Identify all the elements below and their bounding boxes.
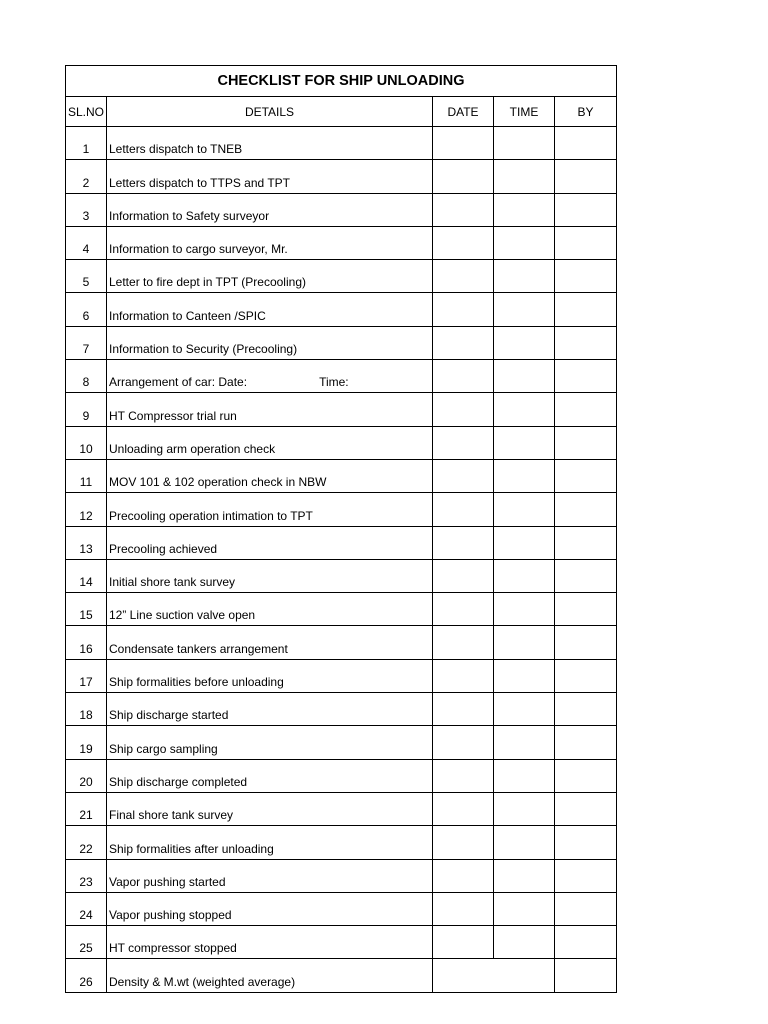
time-cell[interactable] — [494, 726, 555, 759]
by-cell[interactable] — [555, 926, 617, 959]
details-text: 12” Line suction valve open — [109, 608, 256, 623]
date-cell[interactable] — [433, 759, 494, 792]
by-cell[interactable] — [555, 826, 617, 859]
date-time-cell[interactable] — [433, 959, 555, 992]
details-text: Arrangement of car: Date: — [109, 375, 248, 390]
time-cell[interactable] — [494, 559, 555, 592]
by-cell[interactable] — [555, 360, 617, 393]
by-cell[interactable] — [555, 726, 617, 759]
table-row — [66, 193, 617, 226]
details-text: Precooling operation intimation to TPT — [109, 508, 313, 523]
time-cell[interactable] — [494, 626, 555, 659]
table-row — [66, 426, 617, 459]
row-number: 24 — [66, 892, 107, 925]
table-row — [66, 792, 617, 825]
by-cell[interactable] — [555, 493, 617, 526]
details-text: Information to Canteen /SPIC — [109, 308, 266, 323]
by-cell[interactable] — [555, 659, 617, 692]
row-number: 26 — [66, 959, 107, 992]
time-cell[interactable] — [494, 593, 555, 626]
row-details — [107, 127, 433, 160]
row-number: 3 — [66, 193, 107, 226]
by-cell[interactable] — [555, 459, 617, 492]
time-cell[interactable] — [494, 659, 555, 692]
row-number: 18 — [66, 693, 107, 726]
row-number: 6 — [66, 293, 107, 326]
row-number: 9 — [66, 393, 107, 426]
by-cell[interactable] — [555, 426, 617, 459]
date-cell[interactable] — [433, 693, 494, 726]
row-details — [107, 293, 433, 326]
table-row — [66, 360, 617, 393]
row-details — [107, 892, 433, 925]
details-text: HT Compressor trial run — [109, 408, 237, 423]
table-row — [66, 160, 617, 193]
by-cell[interactable] — [555, 160, 617, 193]
details-text: MOV 101 & 102 operation check in NBW — [109, 475, 327, 490]
checklist-sheet — [65, 65, 617, 993]
date-cell[interactable] — [433, 193, 494, 226]
details-text: Information to Safety surveyor — [109, 208, 270, 223]
row-details — [107, 593, 433, 626]
row-details — [107, 559, 433, 592]
date-cell[interactable] — [433, 293, 494, 326]
time-cell[interactable] — [494, 393, 555, 426]
details-text: Ship discharge started — [109, 708, 229, 723]
row-number: 10 — [66, 426, 107, 459]
row-details — [107, 826, 433, 859]
row-details — [107, 426, 433, 459]
date-cell[interactable] — [433, 726, 494, 759]
header-date: DATE — [433, 97, 494, 127]
details-text: Information to cargo surveyor, Mr. — [109, 242, 288, 257]
details-text: Final shore tank survey — [109, 808, 234, 823]
time-cell[interactable] — [494, 226, 555, 259]
header-time: TIME — [494, 97, 555, 127]
table-row — [66, 226, 617, 259]
row-details — [107, 726, 433, 759]
row-number: 4 — [66, 226, 107, 259]
date-cell[interactable] — [433, 892, 494, 925]
row-number: 7 — [66, 326, 107, 359]
details-text: Ship cargo sampling — [109, 741, 218, 756]
table-row — [66, 859, 617, 892]
time-cell[interactable] — [494, 160, 555, 193]
by-cell[interactable] — [555, 693, 617, 726]
table-row — [66, 892, 617, 925]
row-number: 11 — [66, 459, 107, 492]
by-cell[interactable] — [555, 260, 617, 293]
row-details — [107, 393, 433, 426]
table-row — [66, 659, 617, 692]
date-cell[interactable] — [433, 659, 494, 692]
date-cell[interactable] — [433, 326, 494, 359]
row-details — [107, 659, 433, 692]
date-cell[interactable] — [433, 926, 494, 959]
by-cell[interactable] — [555, 892, 617, 925]
table-row — [66, 127, 617, 160]
time-cell[interactable] — [494, 892, 555, 925]
date-cell[interactable] — [433, 526, 494, 559]
row-details — [107, 792, 433, 825]
table-row — [66, 593, 617, 626]
by-cell[interactable] — [555, 193, 617, 226]
details-text: Letter to fire dept in TPT (Precooling) — [109, 275, 306, 290]
row-number: 22 — [66, 826, 107, 859]
row-number: 17 — [66, 659, 107, 692]
date-cell[interactable] — [433, 360, 494, 393]
details-text: Ship discharge completed — [109, 774, 248, 789]
details-text: HT compressor stopped — [109, 941, 237, 956]
header-sl-no: SL.NO — [66, 97, 107, 127]
time-cell[interactable] — [494, 459, 555, 492]
by-cell[interactable] — [555, 559, 617, 592]
date-cell[interactable] — [433, 559, 494, 592]
date-cell[interactable] — [433, 459, 494, 492]
row-details — [107, 493, 433, 526]
details-text: Precooling achieved — [109, 541, 218, 556]
table-row — [66, 926, 617, 959]
details-text: Ship formalities before unloading — [109, 675, 284, 690]
row-details — [107, 693, 433, 726]
row-details — [107, 360, 433, 393]
date-cell[interactable] — [433, 393, 494, 426]
details-text: Letters dispatch to TTPS and TPT — [109, 175, 290, 190]
row-details — [107, 260, 433, 293]
time-cell[interactable] — [494, 193, 555, 226]
checklist-table — [65, 65, 617, 993]
time-cell[interactable] — [494, 493, 555, 526]
date-cell[interactable] — [433, 426, 494, 459]
row-details — [107, 959, 433, 992]
row-details — [107, 160, 433, 193]
details-text: Vapor pushing stopped — [109, 908, 232, 923]
time-cell[interactable] — [494, 360, 555, 393]
by-cell[interactable] — [555, 859, 617, 892]
time-cell[interactable] — [494, 792, 555, 825]
time-cell[interactable] — [494, 826, 555, 859]
row-number: 5 — [66, 260, 107, 293]
table-row — [66, 526, 617, 559]
date-cell[interactable] — [433, 826, 494, 859]
row-details — [107, 859, 433, 892]
table-row — [66, 559, 617, 592]
page-title: CHECKLIST FOR SHIP UNLOADING — [66, 66, 617, 97]
by-cell[interactable] — [555, 326, 617, 359]
time-cell[interactable] — [494, 926, 555, 959]
date-cell[interactable] — [433, 626, 494, 659]
details-text: Information to Security (Precooling) — [109, 342, 298, 357]
date-cell[interactable] — [433, 226, 494, 259]
table-row — [66, 326, 617, 359]
table-row — [66, 759, 617, 792]
by-cell[interactable] — [555, 226, 617, 259]
header-row — [66, 97, 617, 127]
date-cell[interactable] — [433, 792, 494, 825]
time-cell[interactable] — [494, 693, 555, 726]
by-cell[interactable] — [555, 127, 617, 160]
date-cell[interactable] — [433, 493, 494, 526]
row-number: 16 — [66, 626, 107, 659]
details-text: Condensate tankers arrangement — [109, 641, 288, 656]
row-details — [107, 193, 433, 226]
table-row — [66, 293, 617, 326]
row-number: 2 — [66, 160, 107, 193]
row-details — [107, 759, 433, 792]
date-cell[interactable] — [433, 593, 494, 626]
by-cell[interactable] — [555, 959, 617, 992]
row-number: 21 — [66, 792, 107, 825]
row-number: 15 — [66, 593, 107, 626]
date-cell[interactable] — [433, 127, 494, 160]
details-text: Initial shore tank survey — [109, 575, 236, 590]
row-number: 14 — [66, 559, 107, 592]
time-cell[interactable] — [494, 526, 555, 559]
header-details: DETAILS — [107, 97, 433, 127]
table-row — [66, 959, 617, 992]
details-text: Vapor pushing started — [109, 874, 226, 889]
table-row — [66, 826, 617, 859]
details-text: Letters dispatch to TNEB — [109, 142, 243, 157]
by-cell[interactable] — [555, 293, 617, 326]
row-number: 20 — [66, 759, 107, 792]
row-details — [107, 326, 433, 359]
row-number: 19 — [66, 726, 107, 759]
table-row — [66, 726, 617, 759]
row-number: 25 — [66, 926, 107, 959]
row-details — [107, 626, 433, 659]
details-text: Density & M.wt (weighted average) — [109, 974, 296, 989]
details-text: Unloading arm operation check — [109, 441, 276, 456]
time-cell[interactable] — [494, 127, 555, 160]
by-cell[interactable] — [555, 792, 617, 825]
row-number: 1 — [66, 127, 107, 160]
table-row — [66, 260, 617, 293]
row-details — [107, 526, 433, 559]
row-number: 23 — [66, 859, 107, 892]
by-cell[interactable] — [555, 759, 617, 792]
date-cell[interactable] — [433, 859, 494, 892]
table-row — [66, 493, 617, 526]
date-cell[interactable] — [433, 160, 494, 193]
time-cell[interactable] — [494, 426, 555, 459]
row-number: 12 — [66, 493, 107, 526]
time-cell[interactable] — [494, 859, 555, 892]
by-cell[interactable] — [555, 626, 617, 659]
by-cell[interactable] — [555, 393, 617, 426]
details-text: Ship formalities after unloading — [109, 841, 274, 856]
table-row — [66, 693, 617, 726]
time-cell[interactable] — [494, 293, 555, 326]
row-details — [107, 459, 433, 492]
row-details — [107, 926, 433, 959]
time-cell[interactable] — [494, 759, 555, 792]
date-cell[interactable] — [433, 260, 494, 293]
details-extra-text: Time: — [319, 375, 349, 390]
by-cell[interactable] — [555, 526, 617, 559]
table-row — [66, 459, 617, 492]
by-cell[interactable] — [555, 593, 617, 626]
table-row — [66, 393, 617, 426]
table-row — [66, 626, 617, 659]
row-number: 13 — [66, 526, 107, 559]
header-by: BY — [555, 97, 617, 127]
row-details — [107, 226, 433, 259]
time-cell[interactable] — [494, 260, 555, 293]
time-cell[interactable] — [494, 326, 555, 359]
row-number: 8 — [66, 360, 107, 393]
